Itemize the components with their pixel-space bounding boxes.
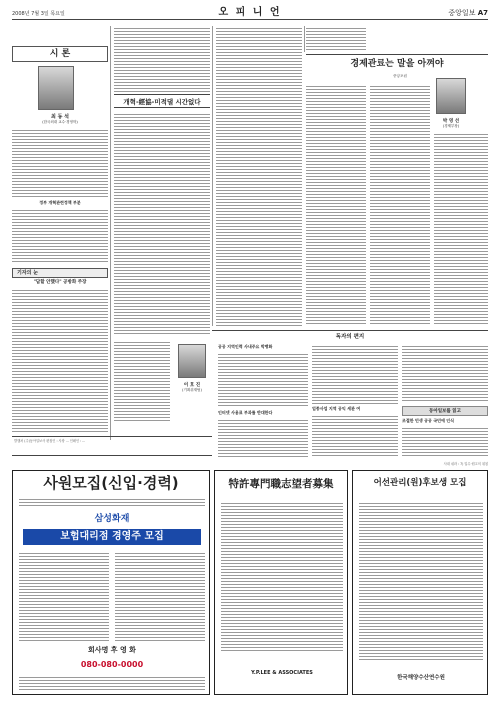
ad-patent-recruitment[interactable] [214, 470, 348, 695]
author-name: 박 영 선 [442, 119, 460, 124]
reporter-affiliation: (기획취재팀) [182, 388, 202, 392]
ad-copy [221, 501, 343, 651]
reporter-box-title [12, 268, 108, 278]
letter-body [218, 352, 308, 408]
ad-recruitment-samsung[interactable] [12, 470, 210, 695]
ad-title: 特許專門職志望者募集 [228, 478, 334, 490]
ad-copy [19, 497, 205, 507]
article-body [306, 26, 366, 50]
ad-tagline: 보험대리점 경영주 모집 [23, 529, 201, 545]
reporter-photo [178, 344, 206, 378]
letter-body [312, 344, 398, 404]
page-label: A7 [477, 9, 488, 17]
ad-title: 어선관리(원)후보생 모집 [373, 478, 467, 488]
page-header [12, 4, 488, 20]
letter-body [312, 414, 398, 458]
ad-company: 한국해양수산연수원 [397, 675, 445, 681]
letter-title: 업종사업 지역 공익 세관 여 [312, 406, 361, 411]
column-title: 시 론 [49, 49, 71, 59]
ad-copy [115, 551, 205, 641]
column-title-box [12, 46, 108, 62]
article-body [12, 128, 108, 198]
article-body [114, 112, 210, 334]
divider [212, 330, 488, 331]
article-headline: 개혁-經協-미적댈 시간없다 [114, 94, 210, 108]
letter-title: 공공 지역인력 사내주요 박병화 [218, 344, 273, 349]
publisher-info [12, 436, 212, 456]
article-body [306, 84, 366, 324]
divider [306, 54, 488, 55]
section-title: 오 피 니 언 [218, 7, 282, 18]
newspaper-name: 중앙일보 [448, 9, 476, 17]
ad-seafarer-recruitment[interactable] [352, 470, 488, 695]
column-label: 중앙포럼 [393, 74, 407, 78]
article-body [216, 26, 302, 326]
ad-copy [359, 501, 483, 661]
sidebar-title: 동아일보를 읽고 [402, 406, 488, 416]
article-body [370, 84, 430, 324]
page-number [448, 8, 488, 18]
ad-copy [19, 675, 205, 691]
footer-note: 사내 쉬라 : 7) 입수·원고의 취침 [443, 462, 488, 466]
author-affiliation: (한국외대 교수·경영학) [42, 120, 78, 124]
ad-phone: 080-080-0000 [80, 660, 144, 669]
ad-title: 사원모집(신입·경력) [43, 474, 179, 492]
reporter-box-headline: "답할 안했다" 공방화 주장 [33, 280, 87, 285]
ad-company: Y.P.LEE & ASSOCIATES [251, 670, 313, 676]
letter-title: 인터넷 사용료 부과를 반대한다 [218, 410, 273, 415]
letter-body [402, 344, 488, 402]
author-affiliation: (경제부장) [442, 124, 460, 128]
issue-date: 2008년 7월 3일 목요일 [12, 11, 65, 17]
ad-copy [19, 551, 109, 641]
ad-brand: 삼성화재 [94, 514, 130, 524]
ad-company: 회사명 후 영 화 [88, 646, 136, 654]
letter-title: 조절한 민생 공공 국민에 인식 [402, 418, 454, 423]
article-subhead: 정부 개혁관련정책 부분 [39, 200, 81, 205]
readers-section-title: 독자의 편지 [335, 334, 365, 340]
article-body [12, 288, 108, 432]
publisher-text: 발행처 (주)동아일보사 편집인 : 사장 ... 인쇄인 : ... [14, 439, 86, 443]
author-name: 최 동 석 [51, 114, 69, 120]
article-body [12, 208, 108, 262]
right-column-headline: 경제관료는 말을 아껴야 [350, 59, 444, 69]
article-body [434, 132, 488, 324]
letter-body [218, 418, 308, 458]
reporter-name: 이 호 진 [183, 383, 201, 388]
author-photo [436, 78, 466, 114]
article-body [114, 340, 170, 422]
author-photo [38, 66, 74, 110]
article-body [114, 26, 210, 92]
letter-body [402, 426, 488, 458]
reporter-box-label: 기자의 눈 [17, 270, 39, 276]
